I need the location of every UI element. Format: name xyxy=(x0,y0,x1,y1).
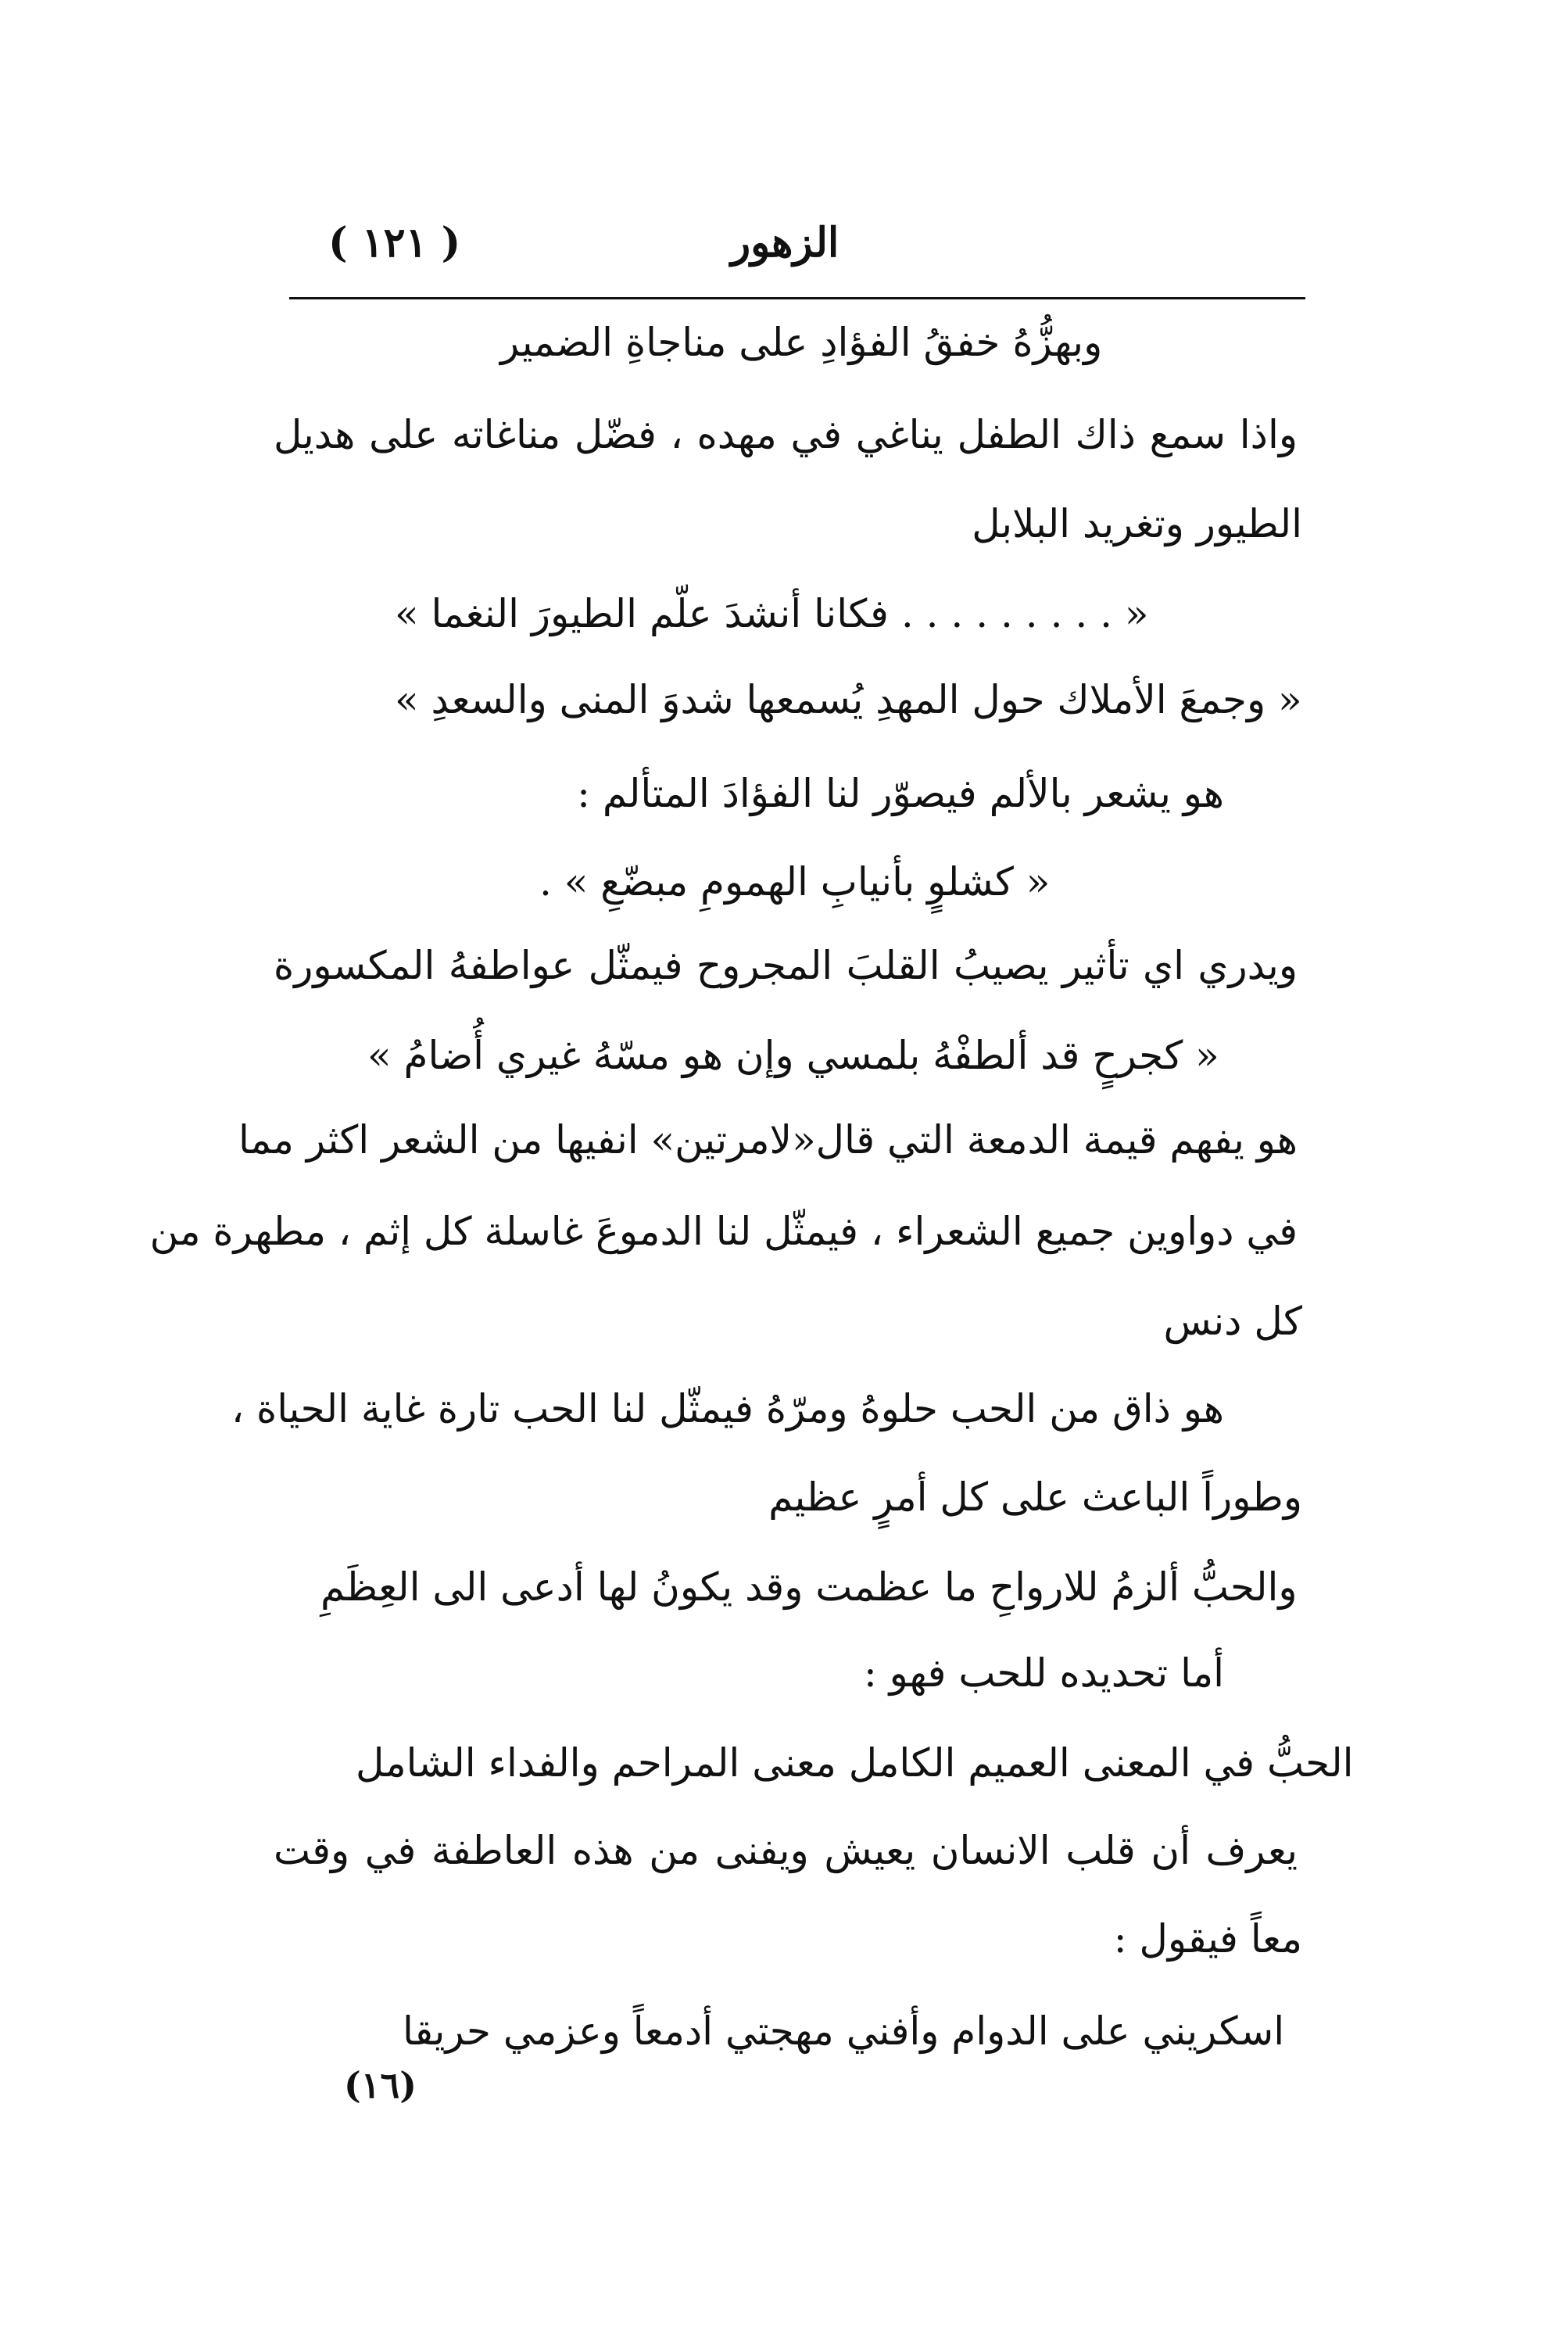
running-title: الزهور xyxy=(731,219,839,267)
verse-line: « وجمعَ الأملاك حول المهدِ يُسمعها شدوَ المنى والسعدِ » xyxy=(395,677,1302,722)
paragraph-line: أما تحديده للحب فهو : xyxy=(863,1650,1224,1696)
verse-line: « . . . . . . . . . فكانا أنشدَ علّم الطيورَ النغما » xyxy=(395,591,1149,636)
paragraph-line: هو يشعر بالألم فيصوّر لنا الفؤادَ المتألم : xyxy=(577,771,1224,816)
header-rule xyxy=(289,297,1305,299)
verse-line: « كجرحٍ قد ألطفْهُ بلمسي وإن هو مسّهُ غيري أُضامُ » xyxy=(367,1033,1219,1078)
paragraph-line: معاً فيقول : xyxy=(1113,1916,1302,1962)
paragraph-line: هو يفهم قيمة الدمعة التي قال«لامرتين» انفيها من الشعر اكثر مما xyxy=(238,1117,1298,1163)
paragraph-line: واذا سمع ذاك الطفل يناغي في مهده ، فضّل مناغاته على هديل xyxy=(274,412,1298,457)
paragraph-line: كل دنس xyxy=(1163,1299,1302,1344)
paragraph-line: الطيور وتغريد البلابل xyxy=(972,501,1302,546)
paragraph-line: وطوراً الباعث على كل أمرٍ عظيم xyxy=(768,1474,1302,1520)
paragraph-line: ويدري اي تأثير يصيبُ القلبَ المجروح فيمثّل عواطفهُ المكسورة xyxy=(274,943,1298,988)
verse-line: وبهزُّهُ خفقُ الفؤادِ على مناجاةِ الضمير xyxy=(500,320,1103,365)
signature-mark: (١٦) xyxy=(344,2064,417,2106)
paragraph-line: هو ذاق من الحب حلوهُ ومرّهُ فيمثّل لنا الحب تارة غاية الحياة ، xyxy=(231,1386,1224,1431)
page-number: ( ١٢١ ) xyxy=(328,219,461,267)
verse-line: اسكريني على الدوام وأفني مهجتي أدمعاً وعزمي حريقا xyxy=(403,2008,1285,2054)
verse-line: والحبُّ ألزمُ للارواحِ ما عظمت وقد يكونُ لها أدعى الى العِظَمِ xyxy=(320,1564,1298,1610)
paragraph-line: يعرف أن قلب الانسان يعيش ويفنى من هذه العاطفة في وقت xyxy=(274,1828,1298,1873)
verse-line: الحبُّ في المعنى العميم الكامل معنى المراحم والفداء الشامل xyxy=(356,1740,1354,1786)
verse-line: « كشلوٍ بأنيابِ الهمومِ مبضّعِ » . xyxy=(539,859,1051,905)
paragraph-line: في دواوين جميع الشعراء ، فيمثّل لنا الدموعَ غاسلة كل إثم ، مطهرة من xyxy=(149,1209,1298,1254)
